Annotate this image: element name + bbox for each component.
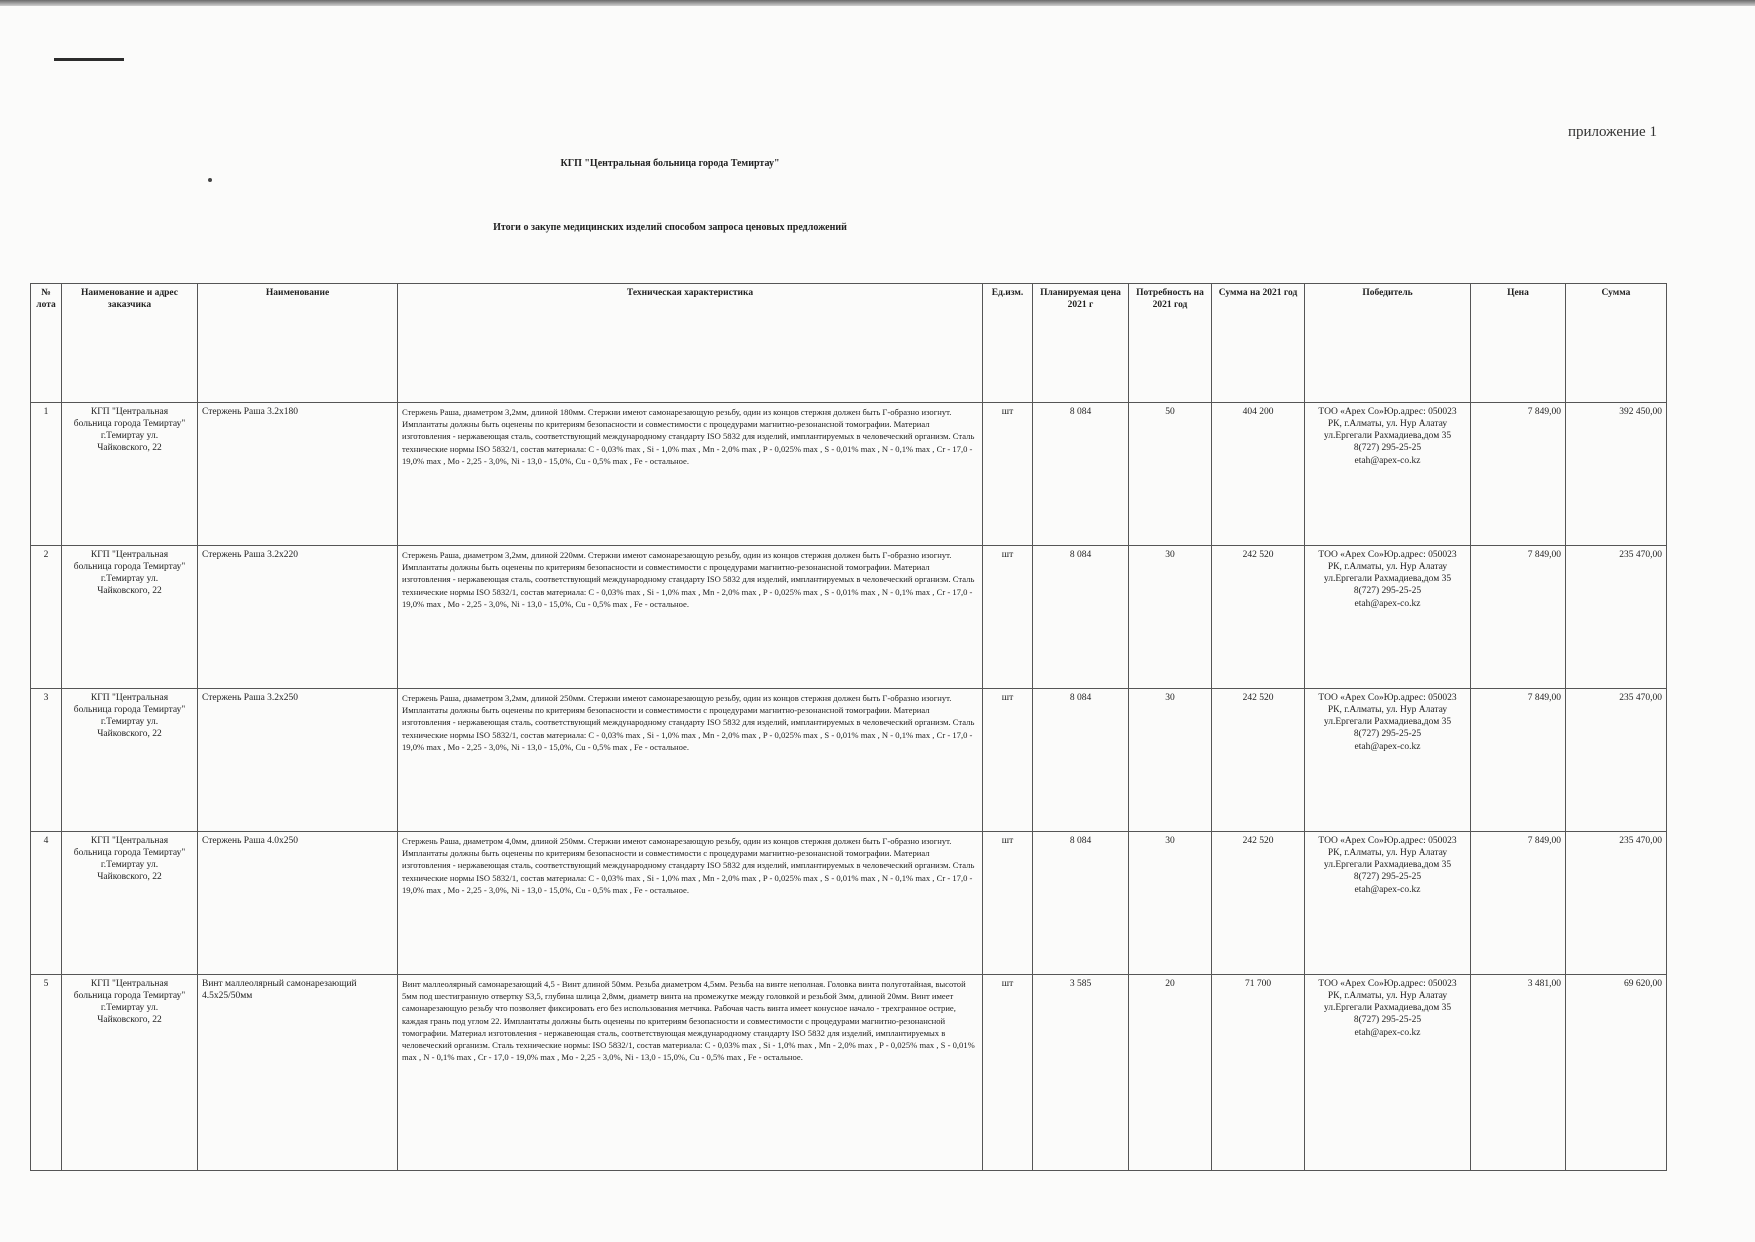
quantity: 50 (1129, 403, 1212, 546)
customer-line: КГП "Центральная (90, 693, 169, 703)
scan-top-edge (0, 0, 1755, 6)
customer-line: г.Темиртау ул. (100, 1003, 159, 1014)
winner-line: ТОО «Apex Co»Юр.адрес: 050023 (1318, 693, 1457, 703)
winner-line: 8(727) 295-25-25 (1353, 586, 1422, 597)
customer-cell (62, 689, 198, 832)
scan-mark (54, 58, 124, 61)
planned-price: 8 084 (1033, 832, 1129, 975)
price: 3 481,00 (1471, 975, 1566, 1171)
header-name: Наименование (198, 284, 398, 403)
sum-2021: 242 520 (1212, 689, 1305, 832)
customer-line: КГП "Центральная (90, 979, 169, 989)
header-lot: № лота (31, 284, 62, 403)
customer-line: КГП "Центральная (90, 836, 169, 846)
header-spec: Техническая характеристика (398, 284, 983, 403)
customer-line: больница города Темиртау" (73, 705, 186, 716)
winner-line: ул.Ергегали Рахмадиева,дом 35 (1323, 574, 1452, 585)
results-table (30, 283, 1667, 1171)
header-customer: Наименование и адрес заказчика (62, 284, 198, 403)
winner-cell (1305, 546, 1471, 689)
quantity: 30 (1129, 546, 1212, 689)
unit: шт (983, 832, 1033, 975)
winner-line: ул.Ергегали Рахмадиева,дом 35 (1323, 1003, 1452, 1014)
winner-email: etah@apex-co.kz (1354, 455, 1421, 466)
lot-number: 5 (31, 975, 62, 1171)
winner-line: 8(727) 295-25-25 (1353, 872, 1422, 883)
winner-email: etah@apex-co.kz (1354, 884, 1421, 895)
customer-line: больница города Темиртау" (73, 562, 186, 573)
technical-spec: Стержень Раша, диаметром 3,2мм, длиной 250мм. Стержни имеют самонарезающую резьбу, один из концов стержня должен быть Г-образно изогнут. Имплантаты должны быть оценены по критериям безопасности и совместимости с процедурами магнитно-резонансной томографии. Материал изготовления - нержавеющая сталь, соответствующий международному стандарту ISO 5832 для изделий, имплантируемых в человеческий организм. Сталь технические нормы ISO 5832/1, состав материала: C - 0,03% max , Si - 1,0% max , Mn - 2,0% max , P - 0,025% max , S - 0,01% max , N - 0,1% max , Cr - 17,0 - 19,0% max , Mo - 2,25 - 3,0%, Ni - 13,0 - 15,0%, Cu - 0,5% max , Fe - остальное. (398, 689, 983, 832)
customer-line: г.Темиртау ул. (100, 431, 159, 442)
customer-line: г.Темиртау ул. (100, 860, 159, 871)
total: 235 470,00 (1566, 546, 1667, 689)
winner-cell (1305, 832, 1471, 975)
customer-line: больница города Темиртау" (73, 991, 186, 1002)
scan-dot (208, 178, 212, 182)
item-name: Винт маллеолярный самонарезающий 4.5х25/50мм (198, 975, 398, 1171)
table-row (31, 832, 1667, 975)
customer-line: Чайковского, 22 (97, 443, 162, 454)
winner-email: etah@apex-co.kz (1354, 1027, 1421, 1038)
unit: шт (983, 546, 1033, 689)
winner-line: РК, г.Алматы, ул. Нур Алатау (1327, 419, 1448, 430)
planned-price: 3 585 (1033, 975, 1129, 1171)
unit: шт (983, 689, 1033, 832)
winner-line: ТОО «Apex Co»Юр.адрес: 050023 (1318, 836, 1457, 846)
winner-line: 8(727) 295-25-25 (1353, 443, 1422, 454)
table-header-row (31, 284, 1667, 403)
customer-cell (62, 403, 198, 546)
customer-cell (62, 546, 198, 689)
header-winner: Победитель (1305, 284, 1471, 403)
sum-2021: 404 200 (1212, 403, 1305, 546)
total: 392 450,00 (1566, 403, 1667, 546)
organization-title: КГП "Центральная больница города Темиртау" (560, 158, 780, 169)
table-row (31, 975, 1667, 1171)
header-price: Цена (1471, 284, 1566, 403)
price: 7 849,00 (1471, 403, 1566, 546)
planned-price: 8 084 (1033, 403, 1129, 546)
winner-line: 8(727) 295-25-25 (1353, 729, 1422, 740)
header-quantity: Потребность на 2021 год (1129, 284, 1212, 403)
customer-line: больница города Темиртау" (73, 419, 186, 430)
document-title: Итоги о закупе медицинских изделий способом запроса ценовых предложений (493, 222, 847, 233)
lot-number: 1 (31, 403, 62, 546)
winner-email: etah@apex-co.kz (1354, 741, 1421, 752)
technical-spec: Стержень Раша, диаметром 4,0мм, длиной 250мм. Стержни имеют самонарезающую резьбу, один из концов стержня должен быть Г-образно изогнут. Имплантаты должны быть оценены по критериям безопасности и совместимости с процедурами магнитно-резонансной томографии. Материал изготовления - нержавеющая сталь, соответствующий международному стандарту ISO 5832 для изделий, имплантируемых в человеческий организм. Сталь технические нормы ISO 5832/1, состав материала: C - 0,03% max , Si - 1,0% max , Mn - 2,0% max , P - 0,025% max , S - 0,01% max , N - 0,1% max , Cr - 17,0 - 19,0% max , Mo - 2,25 - 3,0%, Ni - 13,0 - 15,0%, Cu - 0,5% max , Fe - остальное. (398, 832, 983, 975)
lot-number: 3 (31, 689, 62, 832)
customer-line: больница города Темиртау" (73, 848, 186, 859)
unit: шт (983, 975, 1033, 1171)
price: 7 849,00 (1471, 832, 1566, 975)
header-planned-price: Планируемая цена 2021 г (1033, 284, 1129, 403)
technical-spec: Стержень Раша, диаметром 3,2мм, длиной 220мм. Стержни имеют самонарезающую резьбу, один из концов стержня должен быть Г-образно изогнут. Имплантаты должны быть оценены по критериям безопасности и совместимости с процедурами магнитно-резонансной томографии. Материал изготовления - нержавеющая сталь, соответствующий международному стандарту ISO 5832 для изделий, имплантируемых в человеческий организм. Сталь технические нормы ISO 5832/1, состав материала: C - 0,03% max , Si - 1,0% max , Mn - 2,0% max , P - 0,025% max , S - 0,01% max , N - 0,1% max , Cr - 17,0 - 19,0% max , Mo - 2,25 - 3,0%, Ni - 13,0 - 15,0%, Cu - 0,5% max , Fe - остальное. (398, 546, 983, 689)
header-total: Сумма (1566, 284, 1667, 403)
customer-line: Чайковского, 22 (97, 586, 162, 597)
lot-number: 4 (31, 832, 62, 975)
price: 7 849,00 (1471, 546, 1566, 689)
quantity: 30 (1129, 689, 1212, 832)
table-row (31, 403, 1667, 546)
winner-cell (1305, 975, 1471, 1171)
price: 7 849,00 (1471, 689, 1566, 832)
winner-line: ул.Ергегали Рахмадиева,дом 35 (1323, 860, 1452, 871)
quantity: 20 (1129, 975, 1212, 1171)
planned-price: 8 084 (1033, 689, 1129, 832)
technical-spec: Винт маллеолярный самонарезающий 4,5 - Винт длиной 50мм. Резьба диаметром 4,5мм. Резьба на винте неполная. Головка винта полуготайная, высотой 5мм под шестигранную отвертку S3,5, глубина шлица 2,8мм, диаметр винта на промежутке между головкой и резьбой 3мм, длиной 20мм. Винт имеет самонарезающую резьбу что позволяет фиксировать его без использования метчика. Рабочая часть винта имеет конусное начало - трехгранное острие, каждая грань под углом 22. Имплантаты должны быть оценены по критериям безопасности и совместимости с процедурами магнитно-резонансной томографии. Материал изготовления - нержавеющая сталь, соответствующая международному стандарту ISO 5832 для изделий, имплантируемых в человеческий организм. Сталь технические нормы: ISO 5832/1, состав материала: C - 0,03% max , Si - 1,0% max , Mn - 2,0% max , P - 0,025% max , S - 0,01% max , N - 0,1% max , Cr - 17,0 - 19,0% max , Mo - 2,25 - 3,0%, Ni - 13,0 - 15,0%, Cu - 0,5% max , Fe - остальное. (398, 975, 983, 1171)
customer-line: Чайковского, 22 (97, 872, 162, 883)
winner-cell (1305, 689, 1471, 832)
customer-cell (62, 832, 198, 975)
winner-line: ул.Ергегали Рахмадиева,дом 35 (1323, 717, 1452, 728)
unit: шт (983, 403, 1033, 546)
customer-line: г.Темиртау ул. (100, 574, 159, 585)
sum-2021: 242 520 (1212, 832, 1305, 975)
winner-line: РК, г.Алматы, ул. Нур Алатау (1327, 991, 1448, 1002)
annex-label: приложение 1 (1568, 124, 1657, 140)
winner-line: ТОО «Apex Co»Юр.адрес: 050023 (1318, 407, 1457, 417)
sum-2021: 242 520 (1212, 546, 1305, 689)
customer-line: Чайковского, 22 (97, 729, 162, 740)
winner-line: ТОО «Apex Co»Юр.адрес: 050023 (1318, 979, 1457, 989)
quantity: 30 (1129, 832, 1212, 975)
sum-2021: 71 700 (1212, 975, 1305, 1171)
customer-line: КГП "Центральная (90, 550, 169, 560)
item-name: Стержень Раша 3.2х250 (198, 689, 398, 832)
winner-line: РК, г.Алматы, ул. Нур Алатау (1327, 562, 1448, 573)
item-name: Стержень Раша 3.2х220 (198, 546, 398, 689)
technical-spec: Стержень Раша, диаметром 3,2мм, длиной 180мм. Стержни имеют самонарезающую резьбу, один из концов стержня должен быть Г-образно изогнут. Имплантаты должны быть оценены по критериям безопасности и совместимости с процедурами магнитно-резонансной томографии. Материал изготовления - нержавеющая сталь, соответствующий международному стандарту ISO 5832 для изделий, имплантируемых в человеческий организм. Сталь технические нормы ISO 5832/1, состав материала: C - 0,03% max , Si - 1,0% max , Mn - 2,0% max , P - 0,025% max , S - 0,01% max , N - 0,1% max , Cr - 17,0 - 19,0% max , Mo - 2,25 - 3,0%, Ni - 13,0 - 15,0%, Cu - 0,5% max , Fe - остальное. (398, 403, 983, 546)
winner-line: РК, г.Алматы, ул. Нур Алатау (1327, 705, 1448, 716)
table-row (31, 546, 1667, 689)
lot-number: 2 (31, 546, 62, 689)
item-name: Стержень Раша 3.2х180 (198, 403, 398, 546)
planned-price: 8 084 (1033, 546, 1129, 689)
customer-line: КГП "Центральная (90, 407, 169, 417)
total: 235 470,00 (1566, 689, 1667, 832)
table-row (31, 689, 1667, 832)
winner-line: ул.Ергегали Рахмадиева,дом 35 (1323, 431, 1452, 442)
winner-line: РК, г.Алматы, ул. Нур Алатау (1327, 848, 1448, 859)
customer-cell (62, 975, 198, 1171)
total: 235 470,00 (1566, 832, 1667, 975)
header-unit: Ед.изм. (983, 284, 1033, 403)
winner-cell (1305, 403, 1471, 546)
item-name: Стержень Раша 4.0х250 (198, 832, 398, 975)
total: 69 620,00 (1566, 975, 1667, 1171)
header-sum-2021: Сумма на 2021 год (1212, 284, 1305, 403)
winner-line: 8(727) 295-25-25 (1353, 1015, 1422, 1026)
winner-email: etah@apex-co.kz (1354, 598, 1421, 609)
customer-line: г.Темиртау ул. (100, 717, 159, 728)
customer-line: Чайковского, 22 (97, 1015, 162, 1026)
winner-line: ТОО «Apex Co»Юр.адрес: 050023 (1318, 550, 1457, 560)
